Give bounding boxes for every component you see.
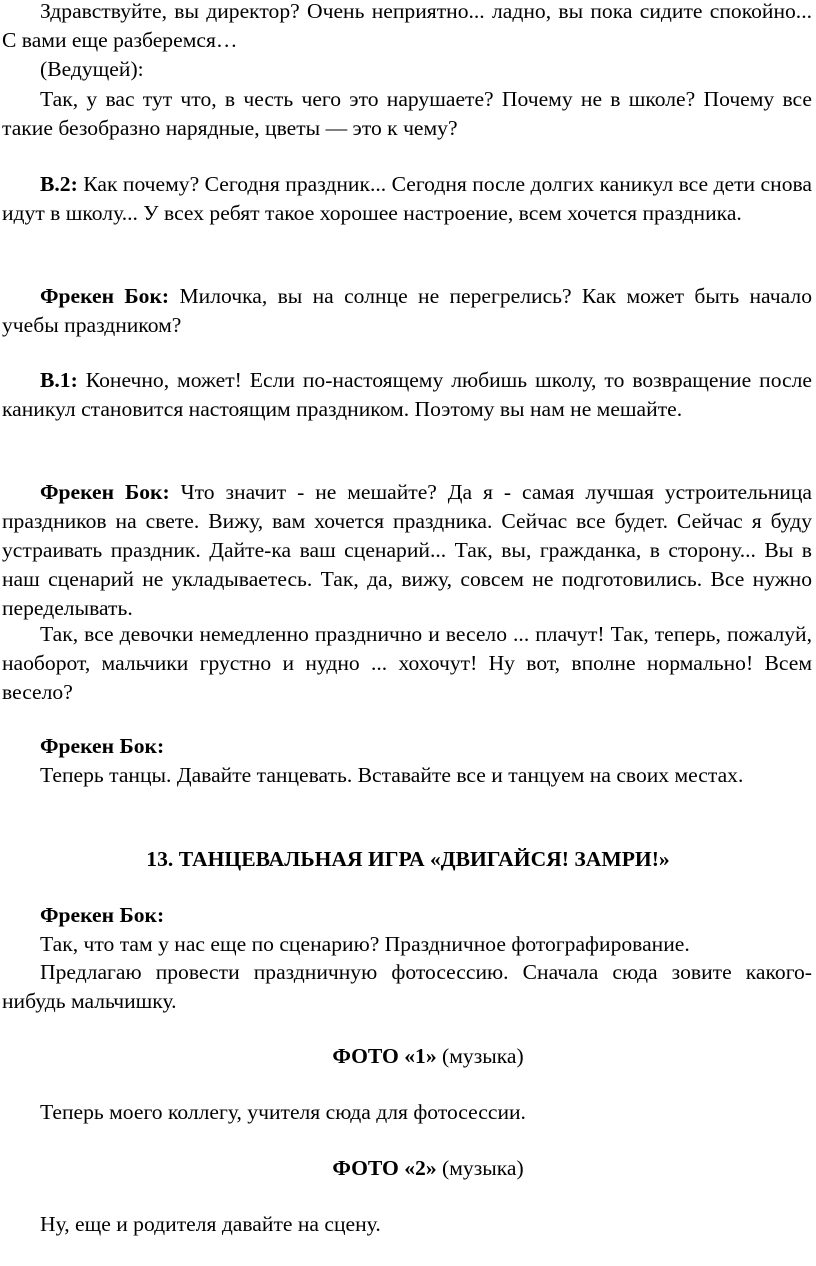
paragraph-text (2, 478, 812, 623)
paragraph-speaker-line (2, 732, 812, 761)
paragraph-dance (2, 761, 812, 790)
paragraph-freken-bok-2 (2, 478, 812, 623)
photo-1-line (0, 1042, 816, 1071)
paragraph-text: Здравствуйте, вы директор? Очень неприятно... ладно, вы пока сидите спокойно... С вами еще разберемся… (2, 0, 812, 52)
paragraph-photo-plan (2, 930, 812, 959)
paragraph-text: Теперь танцы. Давайте танцевать. Вставайте все и танцуем на своих местах. (40, 763, 744, 787)
photo-2-label: ФОТО «2» (332, 1156, 437, 1180)
speech-text: Что значит - не мешайте? Да я - самая лучшая устроительница праздников на свете. Вижу, вам хочется праздника. Сейчас все будет. Сейчас я буду устраивать праздник. Дайте-ка ваш сценарий... Так, вы, гражданка, в сторону... Вы в наш сценарий не укладываетесь. Так, да, вижу, совсем не подготовились. Все нужно переделывать. (2, 480, 812, 620)
paragraph-speaker-line-2 (2, 901, 812, 930)
paragraph-v1-reply (2, 366, 812, 424)
paragraph-questions (2, 85, 812, 143)
paragraph-text: (Ведущей): (40, 57, 144, 81)
paragraph-parents (2, 1210, 812, 1239)
paragraph-text (2, 732, 812, 761)
speaker-label: Фрекен Бок: (40, 734, 165, 758)
paragraph-girls-cry (2, 620, 812, 707)
speaker-label: Фрекен Бок: (40, 903, 165, 927)
paragraph-text: Предлагаю провести праздничную фотосессию. Сначала сюда зовите какого-нибудь мальчишку. (2, 960, 812, 1013)
paragraph-text: Так, у вас тут что, в честь чего это нарушаете? Почему не в школе? Почему все такие безобразно нарядные, цветы — это к чему? (2, 87, 812, 140)
speech-text: Как почему? Сегодня праздник... Сегодня после долгих каникул все дети снова идут в школу... У всех ребят такое хорошее настроение, всем хочется праздника. (2, 172, 812, 225)
photo-2-music: (музыка) (436, 1156, 524, 1180)
photo-1-label: ФОТО «1» (332, 1044, 437, 1068)
paragraph-text: Так, все девочки немедленно празднично и весело ... плачут! Так, теперь, пожалуй, наоборот, мальчики грустно и нудно ... хохочут! Ну вот, вполне нормально! Всем весело? (2, 622, 812, 704)
speech-text: Милочка, вы на солнце не перегрелись? Как может быть начало учебы праздником? (2, 284, 812, 337)
paragraph-text (2, 901, 812, 930)
paragraph-greeting (2, 0, 812, 55)
speaker-label: Фрекен Бок: (40, 480, 170, 504)
paragraph-freken-bok-1 (2, 282, 812, 340)
speech-text: Конечно, может! Если по-настоящему любишь школу, то возвращение после каникул становится настоящим праздником. Поэтому вы нам не мешайте. (2, 368, 812, 421)
paragraph-photo-offer (2, 958, 812, 1016)
speaker-label: Фрекен Бок: (40, 284, 170, 308)
paragraph-text: Теперь моего коллегу, учителя сюда для фотосессии. (40, 1100, 526, 1124)
section-heading: 13. ТАНЦЕВАЛЬНАЯ ИГРА «ДВИГАЙСЯ! ЗАМРИ!» (146, 847, 670, 871)
paragraph-v2-reply (2, 170, 812, 228)
photo-2-line (0, 1154, 816, 1183)
paragraph-text: Ну, еще и родителя давайте на сцену. (40, 1212, 381, 1236)
paragraph-text: Так, что там у нас еще по сценарию? Праздничное фотографирование. (40, 932, 690, 956)
photo-1-music: (музыка) (436, 1044, 524, 1068)
paragraph-text (2, 170, 812, 228)
speaker-label: В.1: (40, 368, 78, 392)
paragraph-text (2, 366, 812, 424)
paragraph-text (2, 282, 812, 340)
paragraph-colleague (2, 1098, 812, 1127)
speaker-label: В.2: (40, 172, 78, 196)
paragraph-to-host (2, 55, 812, 84)
